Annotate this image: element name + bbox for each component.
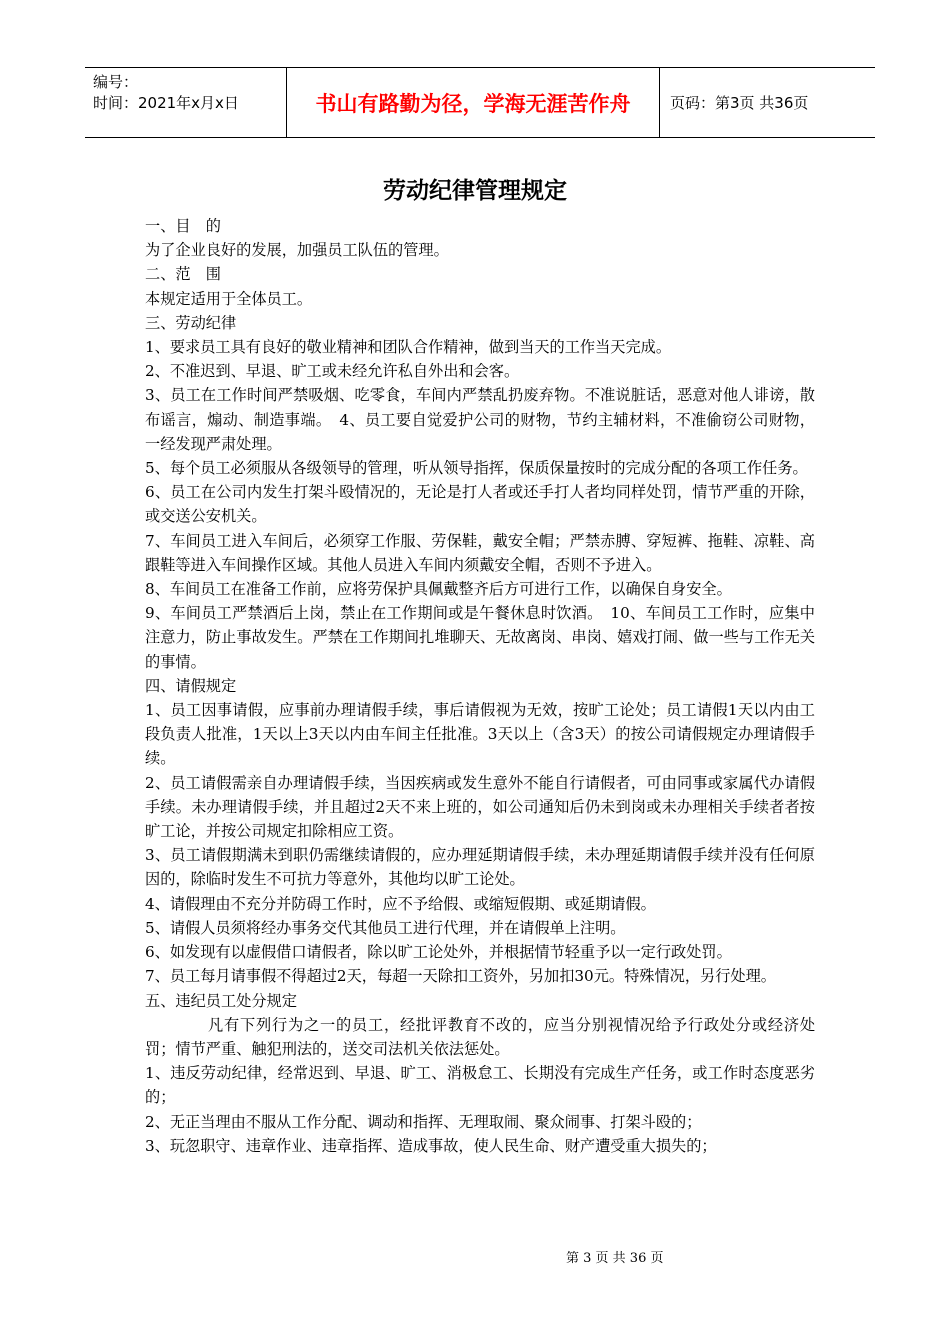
paragraph: 2、员工请假需亲自办理请假手续，当因疾病或发生意外不能自行请假者，可由同事或家属代办请假手续。未办理请假手续，并且超过2天不来上班的，如公司通知后仍未到岗或未办理相关手续者者按旷工论，并按公司规定扣除相应工资。 [145, 773, 815, 841]
paragraph: 凡有下列行为之一的员工，经批评教育不改的，应当分别视情况给予行政处分或经济处罚；情节严重、触犯刑法的，送交司法机关依法惩处。 [145, 1015, 815, 1058]
section-heading: 一、目 的 [145, 217, 221, 235]
section-heading: 五、违纪员工处分规定 [145, 991, 297, 1010]
paragraph: 3、员工请假期满未到职仍需继续请假的，应办理延期请假手续，未办理延期请假手续并没有任何原因的，除临时发生不可抗力等意外，其他均以旷工论处。 [145, 846, 815, 889]
paragraph: 9、车间员工严禁酒后上岗，禁止在工作期间或是午餐休息时饮酒。 10、车间员工工作时，应集中注意力，防止事故发生。严禁在工作期间扎堆聊天、无故离岗、串岗、嬉戏打闹、做一些与工作无关的事情。 [145, 604, 815, 671]
paragraph: 6、如发现有以虚假借口请假者，除以旷工论处外，并根据情节轻重予以一定行政处罚。 [145, 943, 732, 962]
paragraph: 5、请假人员须将经办事务交代其他员工进行代理，并在请假单上注明。 [145, 918, 626, 937]
header-meta [93, 72, 283, 114]
paragraph: 7、车间员工进入车间后，必须穿工作服、劳保鞋，戴安全帽；严禁赤膊、穿短裤、拖鞋、凉鞋、高跟鞋等进入车间操作区域。其他人员进入车间内须戴安全帽，否则不予进入。 [145, 531, 815, 574]
document-number-label: 编号： [93, 73, 139, 91]
paragraph: 2、无正当理由不服从工作分配、调动和指挥、无理取闹、聚众闹事、打架斗殴的； [145, 1112, 702, 1131]
paragraph: 1、员工因事请假，应事前办理请假手续，事后请假视为无效，按旷工论处；员工请假1天以内由工段负责人批准，1天以上3天以内由车间主任批准。3天以上（含3天）的按公司请假规定办理请假手续。 [145, 701, 815, 768]
document-body [145, 214, 815, 1158]
document-title: 劳动纪律管理规定 [383, 178, 567, 204]
paragraph: 7、员工每月请事假不得超过2天，每超一天除扣工资外，另加扣30元。特殊情况，另行处理。 [145, 967, 776, 986]
paragraph: 为了企业良好的发展，加强员工队伍的管理。 [145, 241, 449, 260]
paragraph: 6、员工在公司内发生打架斗殴情况的，无论是打人者或还手打人者均同样处罚，情节严重的开除，或交送公安机关。 [145, 483, 815, 526]
paragraph: 8、车间员工在准备工作前，应将劳保护具佩戴整齐后方可进行工作，以确保自身安全。 [145, 580, 732, 599]
page-header [85, 67, 875, 138]
paragraph: 本规定适用于全体员工。 [145, 289, 313, 308]
page-footer: 第 3 页 共 36 页 [566, 1251, 664, 1266]
paragraph: 3、玩忽职守、违章作业、违章指挥、造成事故，使人民生命、财产遭受重大损失的； [145, 1136, 717, 1155]
paragraph: 4、请假理由不充分并防碍工作时，应不予给假、或缩短假期、或延期请假。 [145, 894, 656, 913]
section-heading: 二、范 围 [145, 265, 221, 284]
paragraph: 3、员工在工作时间严禁吸烟、吃零食，车间内严禁乱扔废弃物。不准说脏话，恶意对他人诽谤，散布谣言，煽动、制造事端。 4、员工要自觉爱护公司的财物，节约主辅材料，不准偷窃公司财物，一经发现严肃处理。 [145, 386, 815, 453]
header-page-info: 页码：第3页 共36页 [670, 94, 809, 112]
paragraph: 2、不准迟到、早退、旷工或未经允许私自外出和会客。 [145, 362, 520, 381]
paragraph: 1、违反劳动纪律，经常迟到、早退、旷工、消极怠工、长期没有完成生产任务，或工作时态度恶劣的； [145, 1064, 815, 1107]
header-motto: 书山有路勤为径，学海无涯苦作舟 [286, 68, 660, 137]
section-heading: 四、请假规定 [145, 676, 237, 695]
section-heading: 三、劳动纪律 [145, 313, 237, 332]
paragraph: 1、要求员工具有良好的敬业精神和团队合作精神，做到当天的工作当天完成。 [145, 338, 672, 357]
paragraph: 5、每个员工必须服从各级领导的管理，听从领导指挥，保质保量按时的完成分配的各项工作任务。 [145, 459, 808, 478]
document-date: 时间：2021年x月x日 [93, 94, 239, 112]
